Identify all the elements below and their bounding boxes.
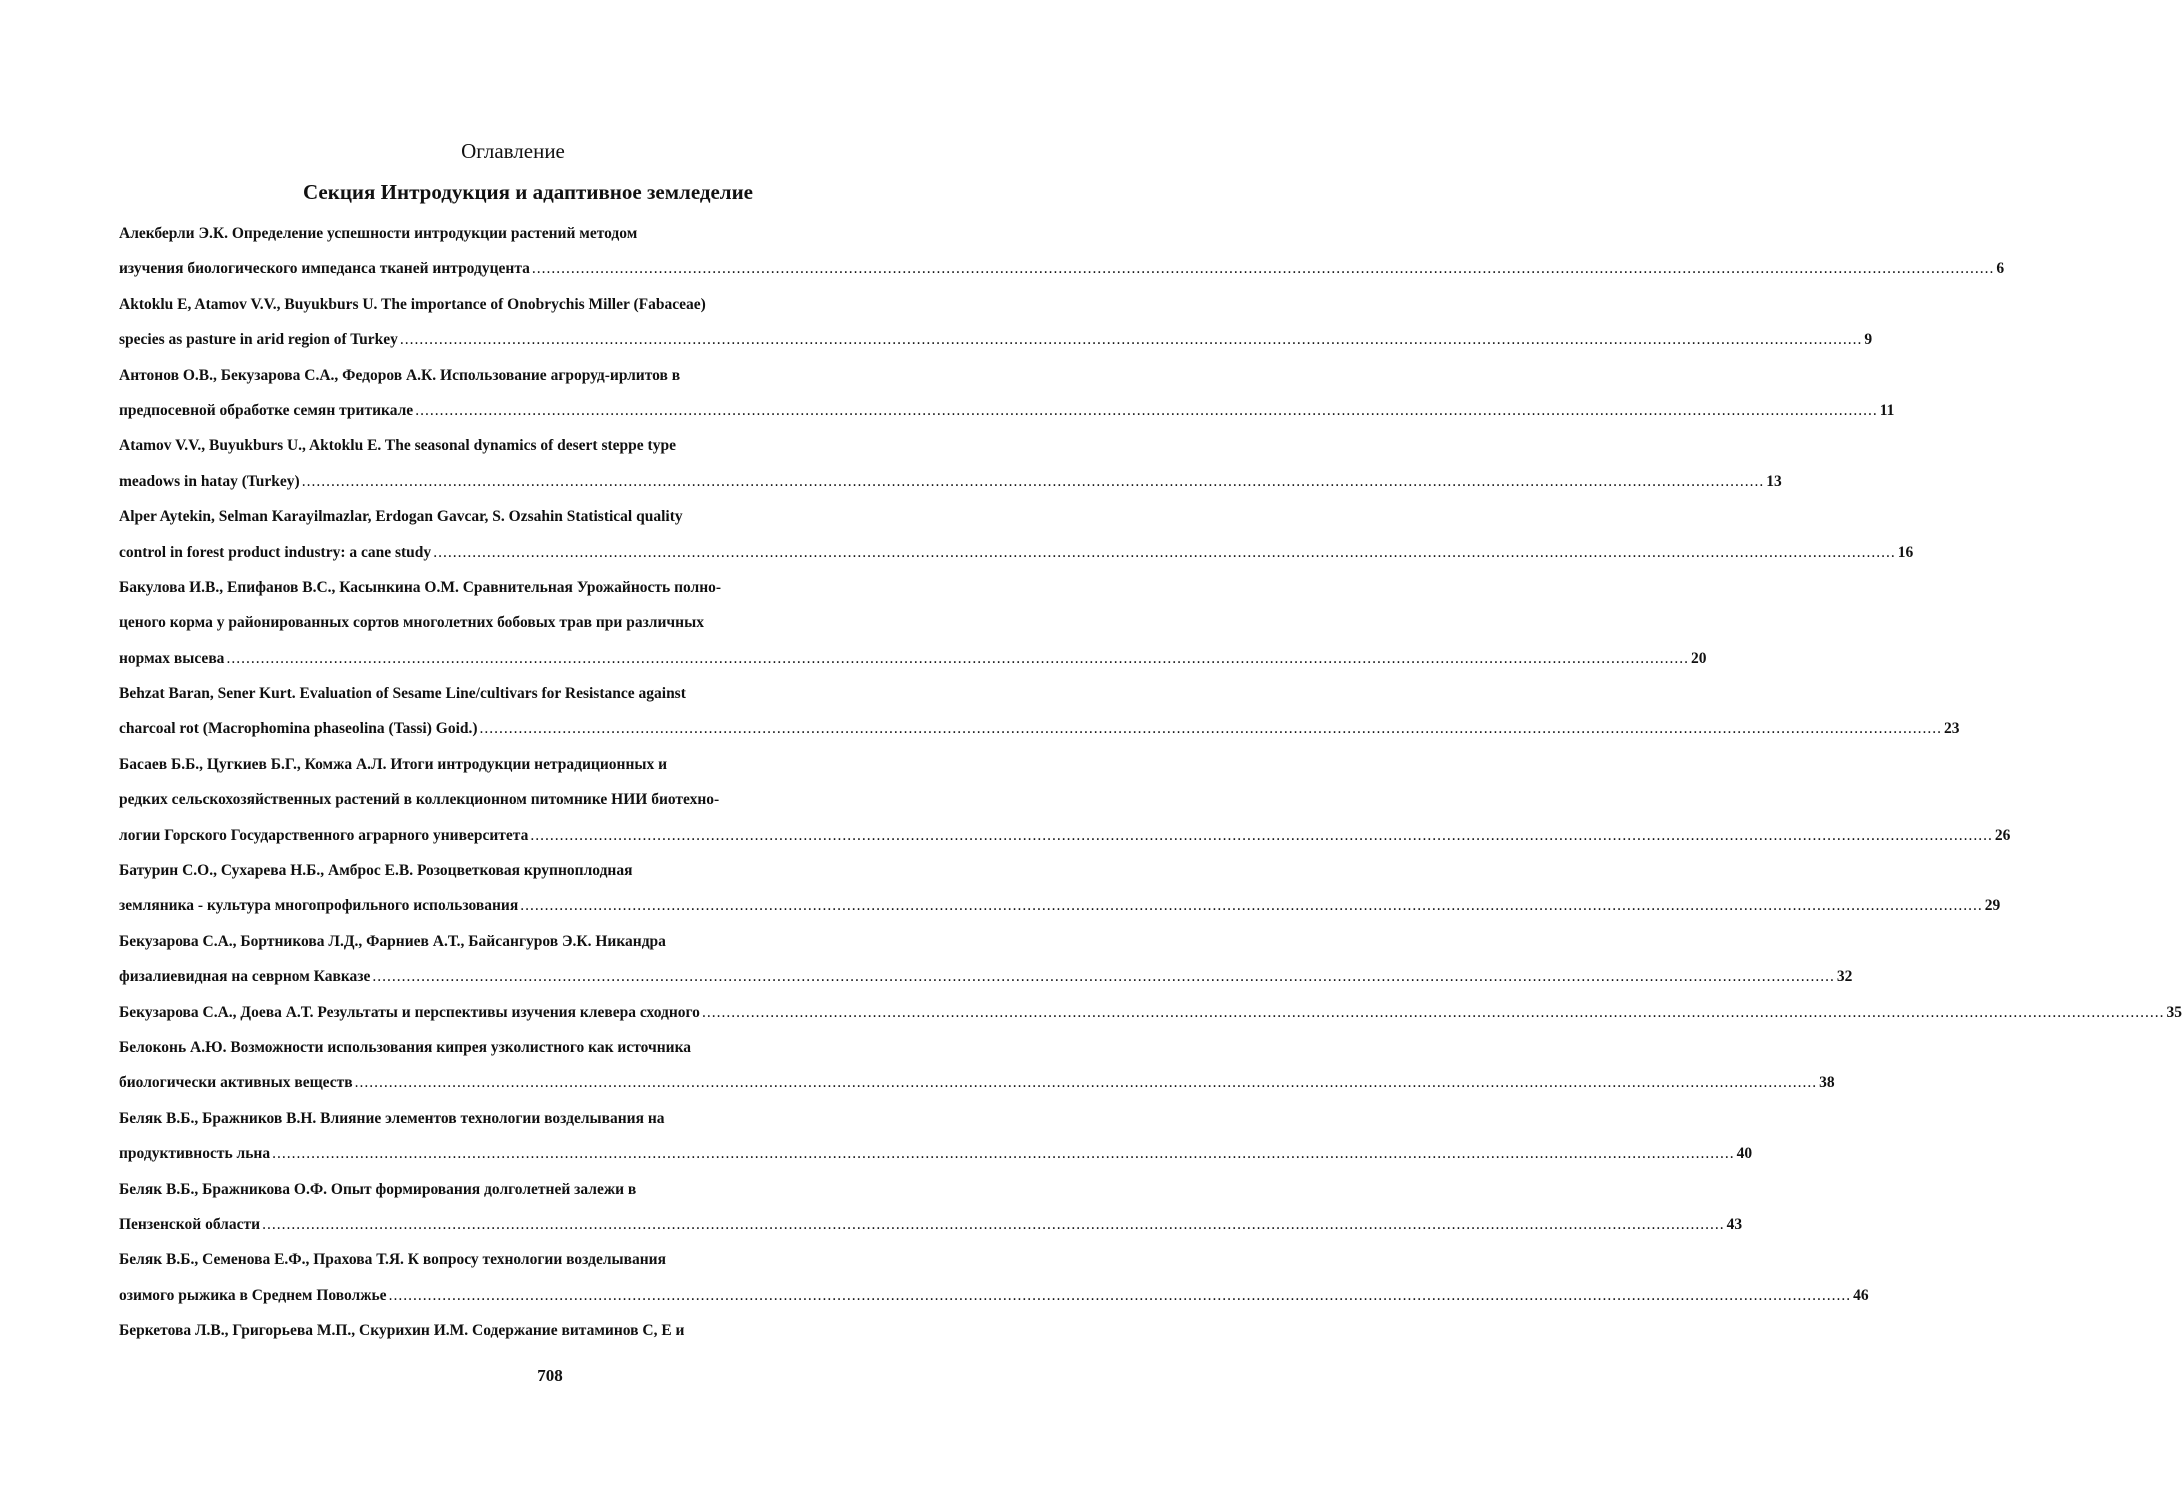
toc-entry	[119, 924, 1853, 995]
toc-entry-page: 46	[1853, 1286, 1869, 1304]
toc-entry-page: 20	[1690, 649, 1707, 667]
toc-entry	[119, 358, 1895, 429]
toc-entry-page: 16	[1897, 543, 1914, 561]
toc-entry-page: 38	[1819, 1074, 1835, 1092]
toc-entry-last-line	[119, 322, 1873, 357]
toc-entry-text: Alper Aytekin, Selman Karayilmazlar, Erdogan Gavcar, S. Ozsahin Statistical quality	[119, 508, 683, 526]
toc-entry-text: charcoal rot (Macrophomina phaseolina (Tassi) Goid.)	[119, 720, 478, 738]
toc-entry-text: Бекузарова С.А., Бортникова Л.Д., Фарниев А.Т., Байсангуров Э.К. Никандра	[119, 932, 666, 950]
toc-entry	[119, 1030, 1835, 1101]
toc-entry	[119, 676, 1960, 747]
toc-entry-text: Беляк В.Б., Семенова Е.Ф., Прахова Т.Я. К вопросу технологии возделывания	[119, 1251, 667, 1269]
toc-entry-page: 35	[2166, 1003, 2182, 1021]
toc-entry-text: Behzat Baran, Sener Kurt. Evaluation of Sesame Line/cultivars for Resistance against	[119, 685, 686, 703]
toc-entry-text: физалиевидная на севрном Кавказе	[119, 968, 371, 986]
toc-entry-last-line	[119, 535, 1914, 570]
toc-entry-last-line	[119, 1136, 1753, 1171]
toc-entry-page: 26	[1994, 826, 2011, 844]
toc-entry-text: Atamov V.V., Buyukburs U., Aktoklu E. The seasonal dynamics of desert steppe type	[119, 437, 676, 455]
toc-entry-text: Беляк В.Б., Бражников В.Н. Влияние элементов технологии возделывания на	[119, 1109, 665, 1127]
dot-leader: ............................................................................................................................................................................................................................................................................................................	[399, 331, 1863, 349]
toc-entry-text: биологически активных веществ	[119, 1074, 353, 1092]
section-title: Секция Интродукция и адаптивное земледелие	[302, 180, 754, 204]
toc-entry	[119, 853, 2001, 924]
dot-leader: ............................................................................................................................................................................................................................................................................................................	[388, 1286, 1852, 1304]
toc-entry-text: control in forest product industry: a cane study	[119, 543, 432, 561]
toc-entry-text: изучения биологического импеданса тканей интродуцента	[119, 260, 530, 278]
table-of-contents	[119, 216, 2182, 1349]
toc-entry-text: Антонов О.В., Бекузарова С.А., Федоров А.К. Использование агроруд-ирлитов в	[119, 366, 681, 384]
toc-entry-page: 23	[1944, 720, 1960, 738]
dot-leader: ............................................................................................................................................................................................................................................................................................................	[301, 472, 1765, 490]
toc-entry	[119, 995, 2182, 1030]
toc-entry-page: 32	[1836, 968, 1853, 986]
toc-entry	[119, 499, 1914, 570]
toc-entry-text: Пензенской области	[119, 1215, 261, 1233]
toc-entry-text: Беляк В.Б., Бражникова О.Ф. Опыт формирования долголетней залежи в	[119, 1180, 637, 1198]
dot-leader: ............................................................................................................................................................................................................................................................................................................	[415, 401, 1878, 419]
dot-leader: ............................................................................................................................................................................................................................................................................................................	[520, 897, 1983, 915]
toc-entry-page: 29	[1984, 897, 2001, 915]
toc-entry	[119, 287, 1873, 358]
toc-entry-text: предпосевной обработке семян тритикале	[119, 401, 414, 419]
dot-leader: ............................................................................................................................................................................................................................................................................................................	[531, 260, 1995, 278]
toc-entry-text: meadows in hatay (Turkey)	[119, 472, 300, 490]
toc-entry-text: Батурин С.О., Сухарева Н.Б., Амброс Е.В. Розоцветковая крупноплодная	[119, 862, 633, 880]
toc-entry-last-line	[119, 1065, 1835, 1100]
toc-entry-last-line	[119, 711, 1960, 746]
toc-entry-last-line	[119, 959, 1853, 994]
toc-entry-last-line	[119, 888, 2001, 923]
toc-entry-last-line	[119, 251, 2005, 286]
toc-entry	[119, 1242, 1869, 1313]
toc-entry-text: нормах высева	[119, 649, 225, 667]
toc-entry-page: 43	[1726, 1215, 1743, 1233]
dot-leader: ............................................................................................................................................................................................................................................................................................................	[530, 826, 1993, 844]
toc-entry-text: озимого рыжика в Среднем Поволжье	[119, 1286, 387, 1304]
toc-entry-text: Беркетова Л.В., Григорьева М.П., Скурихин И.М. Содержание витаминов С, Е и	[119, 1322, 685, 1340]
toc-entry	[119, 1313, 937, 1348]
toc-heading: Оглавление	[461, 139, 565, 163]
toc-entry-page: 9	[1864, 331, 1873, 349]
toc-entry-last-line	[119, 1278, 1869, 1313]
toc-entry-text: Бакулова И.В., Епифанов В.С., Касынкина О.М. Сравнительная Урожайность полно-	[119, 578, 722, 596]
dot-leader: ............................................................................................................................................................................................................................................................................................................	[262, 1215, 1725, 1233]
toc-entry-page: 6	[1996, 260, 2005, 278]
toc-entry-page: 40	[1736, 1145, 1753, 1163]
toc-entry	[119, 428, 1782, 499]
dot-leader: ............................................................................................................................................................................................................................................................................................................	[354, 1074, 1818, 1092]
toc-entry-text: Бекузарова С.А., Доева А.Т. Результаты и перспективы изучения клевера сходного	[119, 1003, 700, 1021]
toc-entry-text: продуктивность льна	[119, 1145, 271, 1163]
toc-entry	[119, 747, 2011, 853]
toc-entry	[119, 1172, 1743, 1243]
toc-entry-text: Алекберли Э.К. Определение успешности интродукции растений методом	[119, 225, 638, 242]
dot-leader: ............................................................................................................................................................................................................................................................................................................	[433, 543, 1896, 561]
dot-leader: ............................................................................................................................................................................................................................................................................................................	[479, 720, 1943, 738]
dot-leader: ............................................................................................................................................................................................................................................................................................................	[372, 968, 1835, 986]
toc-entry-text: Aktoklu E, Atamov V.V., Buyukburs U. The importance of Onobrychis Miller (Fabaceae)	[119, 295, 706, 313]
toc-entry	[119, 570, 1707, 676]
toc-entry-last-line	[119, 641, 1707, 676]
toc-entry-text: Белоконь А.Ю. Возможности использования кипрея узколистного как источника	[119, 1038, 692, 1056]
toc-entry-last-line	[119, 393, 1895, 428]
page-number: 708	[537, 1366, 563, 1385]
toc-entry-text: редких сельскохозяйственных растений в коллекционном питомнике НИИ биотехно-	[119, 791, 720, 809]
toc-entry-text: species as pasture in arid region of Turkey	[119, 331, 398, 349]
dot-leader: ............................................................................................................................................................................................................................................................................................................	[226, 649, 1689, 667]
toc-entry-last-line	[119, 464, 1782, 499]
toc-entry-text: ценого корма у районированных сортов многолетних бобовых трав при различных	[119, 614, 704, 632]
toc-entry-last-line	[119, 1207, 1743, 1242]
toc-entry-text: Басаев Б.Б., Цугкиев Б.Г., Комжа А.Л. Итоги интродукции нетрадиционных и	[119, 755, 668, 773]
toc-entry-text: земляника - культура многопрофильного использования	[119, 897, 519, 915]
toc-entry-page: 11	[1879, 401, 1895, 419]
toc-entry	[119, 216, 2005, 287]
toc-entry-last-line	[119, 818, 2011, 853]
toc-entry	[119, 1101, 1753, 1172]
toc-entry-page: 13	[1766, 472, 1782, 490]
dot-leader: ............................................................................................................................................................................................................................................................................................................	[272, 1145, 1735, 1163]
dot-leader: ............................................................................................................................................................................................................................................................................................................	[701, 1003, 2165, 1021]
toc-entry-text: логии Горского Государственного аграрного университета	[119, 826, 529, 844]
toc-entry-last-line	[119, 995, 2182, 1030]
